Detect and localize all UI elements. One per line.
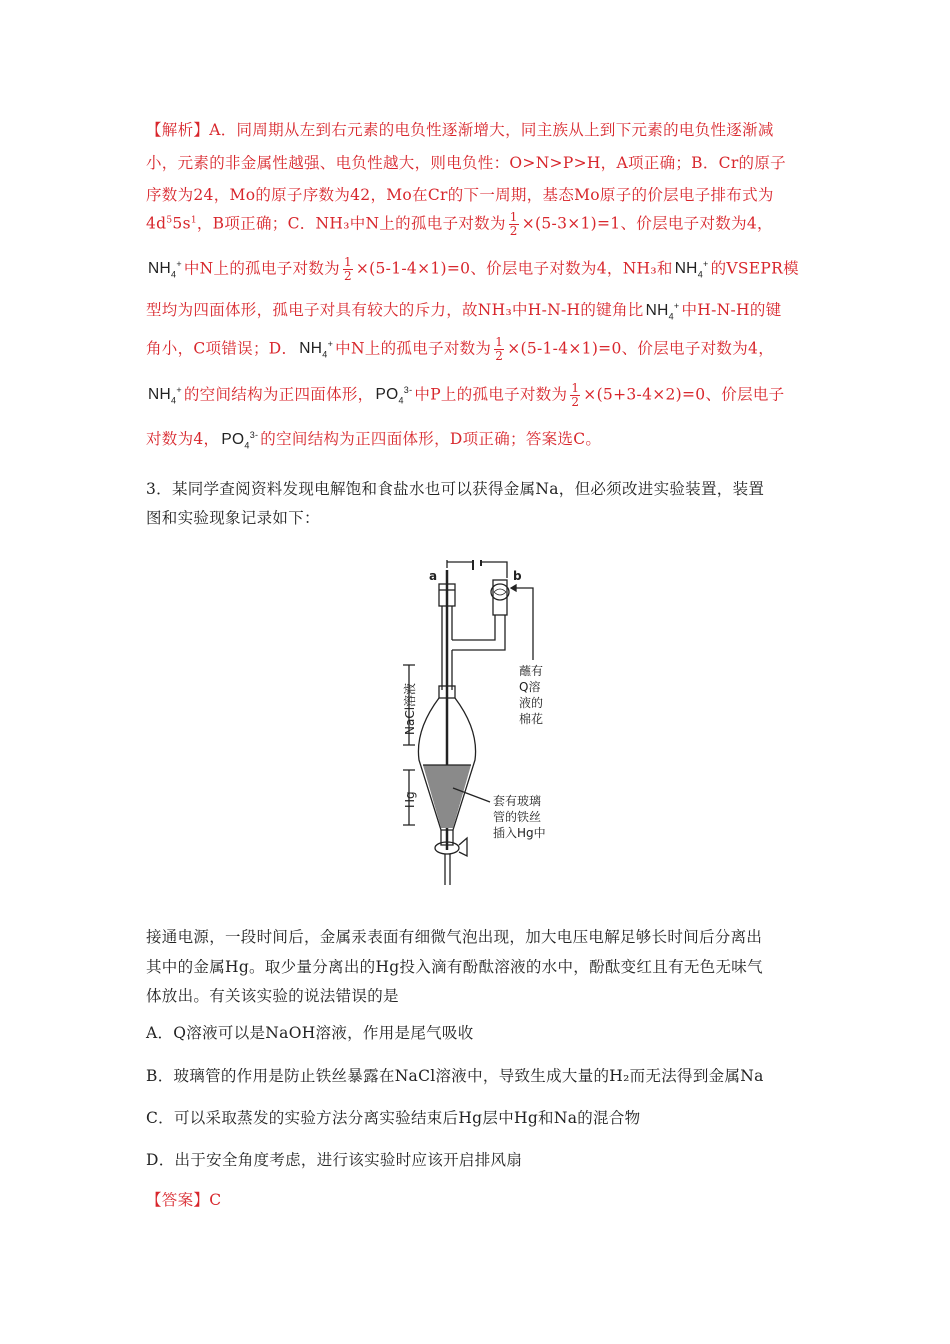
svg-text:套有玻璃: 套有玻璃 — [493, 794, 542, 808]
ion-po4: $PO_4^{3-}$ — [221, 429, 259, 451]
label-b: b — [513, 569, 522, 583]
label-hg: Hg — [403, 791, 417, 808]
analysis-tag: 【解析】 — [146, 121, 210, 139]
svg-text:棉花: 棉花 — [519, 712, 544, 726]
fraction-half: $\frac{1}{2}$ — [571, 381, 580, 409]
passage-line-2: 其中的金属Hg。取少量分离出的Hg投入滴有酚酞溶液的水中，酚酞变红且有无色无味气 — [146, 958, 763, 976]
label-nacl: NaCl溶液 — [403, 682, 417, 735]
answer-tag: 【答案】 — [146, 1191, 210, 1209]
passage-line-1: 接通电源，一段时间后，金属汞表面有细微气泡出现，加大电压电解足够长时间后分离出 — [146, 928, 763, 946]
option-d: D．出于安全角度考虑，进行该实验时应该开启排风扇 — [146, 1151, 523, 1169]
passage-line-3: 体放出。有关该实验的说法错误的是 — [146, 987, 399, 1005]
ion-nh4: $NH_4^+$ — [674, 259, 709, 280]
fraction-half: $\frac{1}{2}$ — [495, 335, 504, 363]
analysis-line-5: $NH_4^+$ 中N上的孤电子对数为 $\frac{1}{2}$ ×(5-1-4×1)=0、价层电子对数为4，NH₃和 $NH_4^+$ 的VSEPR模 — [148, 255, 799, 283]
analysis-line-7: 角小，C项错误；D． $NH_4^+$ 中N上的孤电子对数为 $\frac{1}{2}$ ×(5-1-4×1)=0、价层电子对数为4， — [146, 335, 774, 363]
ion-po4: $PO_4^{3-}$ — [375, 385, 413, 406]
label-a: a — [429, 569, 438, 583]
option-b: B．玻璃管的作用是防止铁丝暴露在NaCl溶液中，导致生成大量的H₂而无法得到金属Na — [146, 1067, 764, 1085]
ion-nh4: $NH_4^+$ — [148, 259, 182, 280]
analysis-line-3: 序数为24，Mo的原子序数为42，Mo在Cr的下一周期，基态Mo原子的价层电子排布式为 — [146, 186, 774, 204]
analysis-line-8: $NH_4^+$ 的空间结构为正四面体形， $PO_4^{3-}$ 中P上的孤电子对数为 $\frac{1}{2}$ ×(5+3-4×2)=0、价层电子 — [148, 381, 785, 409]
option-c: C．可以采取蒸发的实验方法分离实验结束后Hg层中Hg和Na的混合物 — [146, 1109, 641, 1127]
svg-text:插入Hg中: 插入Hg中 — [493, 826, 546, 840]
answer-line — [146, 1188, 221, 1210]
ion-nh4: $NH_4^+$ — [148, 385, 182, 406]
analysis-line-2: 小，元素的非金属性越强、电负性越大，则电负性：O>N>P>H，A项正确；B．Cr的原子 — [146, 154, 786, 172]
analysis-line-1: 【解析】A．同周期从左到右元素的电负性逐渐增大，同主族从上到下元素的电负性逐渐减 — [146, 121, 774, 139]
ion-nh4: $NH_4^+$ — [645, 300, 680, 322]
ion-nh4: $NH_4^+$ — [299, 339, 334, 360]
option-a: A．Q溶液可以是NaOH溶液，作用是尾气吸收 — [146, 1024, 474, 1042]
svg-text:管的铁丝: 管的铁丝 — [493, 810, 542, 824]
question-line-2: 图和实验现象记录如下： — [146, 509, 320, 527]
fraction-half: $\frac{1}{2}$ — [509, 210, 518, 238]
svg-text:液的: 液的 — [519, 696, 544, 710]
analysis-line-9: 对数为4， $PO_4^{3-}$ 的空间结构为正四面体形，D项正确；答案选C。 — [146, 429, 602, 451]
answer-value: C — [209, 1191, 222, 1209]
electrolysis-apparatus-diagram — [395, 560, 570, 890]
svg-text:蘸有: 蘸有 — [519, 664, 544, 678]
question-line-1: 3．某同学查阅资料发现电解饱和食盐水也可以获得金属Na，但必须改进实验装置，装置 — [146, 480, 765, 498]
fraction-half: $\frac{1}{2}$ — [343, 255, 352, 283]
analysis-line-6: 型均为四面体形，孤电子对具有较大的斥力，故NH₃中H-N-H的键角比 $NH_4^+$ 中H-N-H的键 — [146, 300, 782, 322]
analysis-line-4: $4d^55s^1$，B项正确；C．NH₃中N上的孤电子对数为 $\frac{1}{2}$ ×(5-3×1)=1、价层电子对数为4， — [146, 210, 773, 238]
svg-text:Q溶: Q溶 — [519, 680, 541, 694]
